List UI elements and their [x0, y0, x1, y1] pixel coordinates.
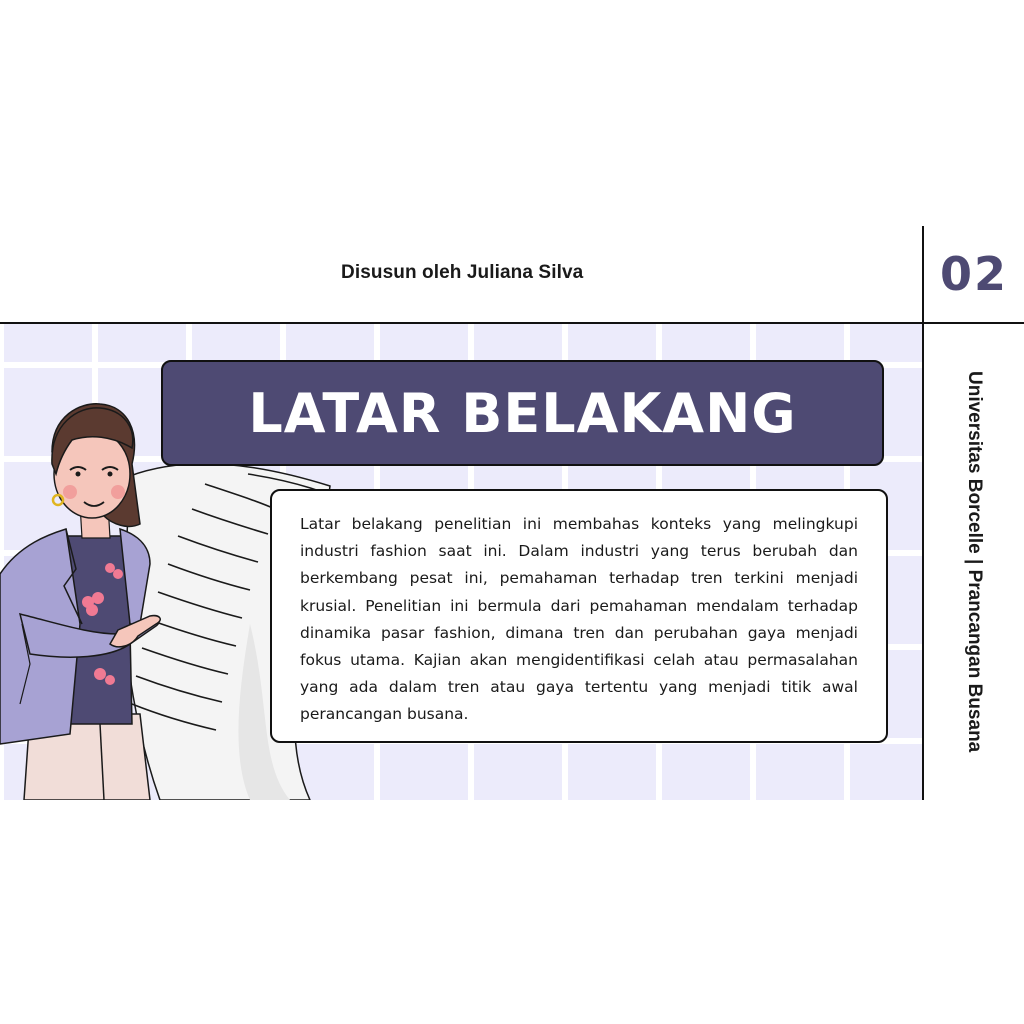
slide: [0, 226, 1024, 800]
page-number: 02: [939, 247, 1008, 301]
content-box: [270, 489, 888, 743]
author-label: Disusun oleh Juliana Silva: [341, 262, 584, 283]
title-banner: [161, 360, 884, 466]
body-paragraph: Latar belakang penelitian ini membahas konteks yang melingkupi industri fashion saat ini. Dalam industri yang terus berubah dan berkembang pesat ini, pemahaman terhadap tren terkini menjadi krusial. Penelitian ini bermula dari pemahaman mendalam terhadap dinamika pasar fashion, dimana tren dan perubahan gaya menjadi fokus utama. Kajian akan mengidentifikasi celah atau permasalahan yang ada dalam tren atau gaya tertentu yang menjadi titik awal perancangan busana.: [300, 515, 858, 724]
header: [0, 226, 922, 322]
sidebar: [924, 324, 1024, 800]
sidebar-label: Universitas Borcelle | Prancangan Busana: [964, 371, 985, 753]
page-title: LATAR BELAKANG: [248, 381, 797, 445]
